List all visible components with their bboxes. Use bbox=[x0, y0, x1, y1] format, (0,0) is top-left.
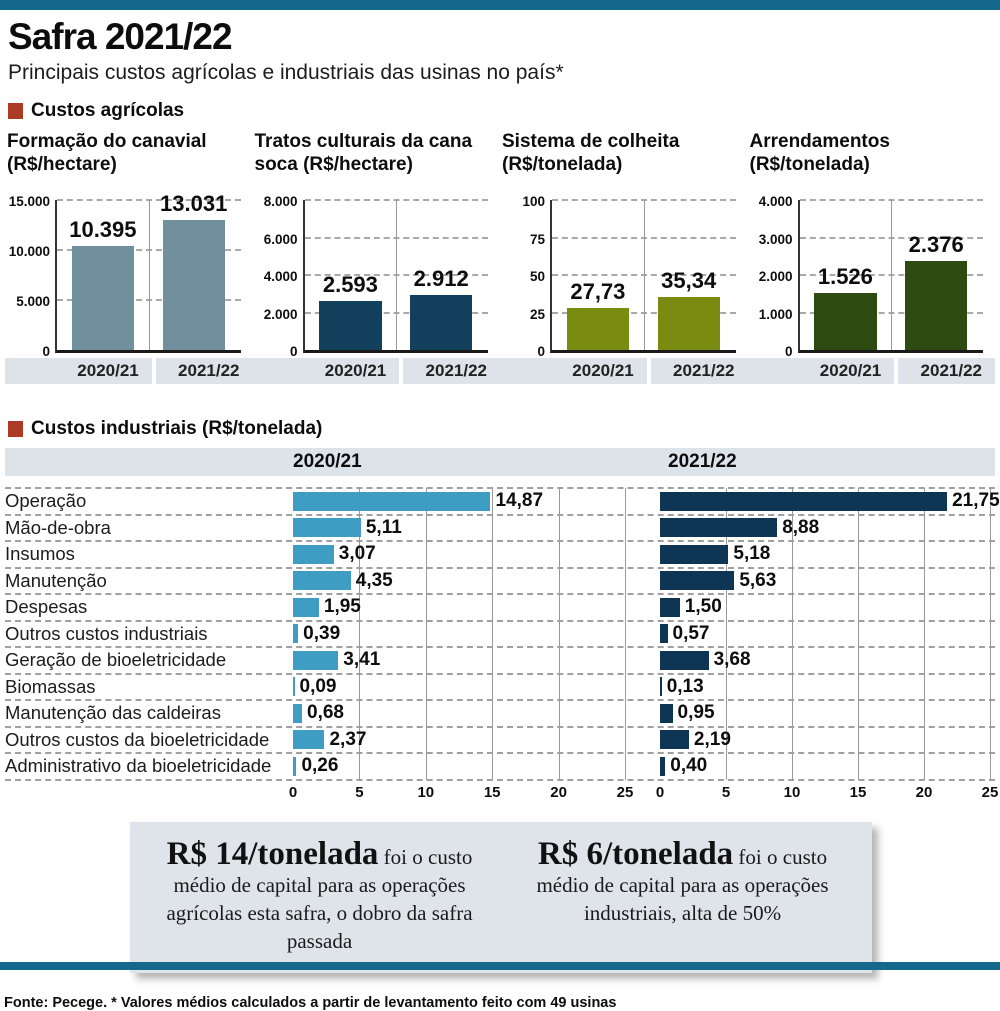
y-tick-label: 4.000 bbox=[758, 194, 793, 209]
bar-value-label: 0,95 bbox=[677, 702, 715, 724]
row-label: Outros custos da bioeletricidade bbox=[5, 728, 270, 750]
bar-value-label: 13.031 bbox=[160, 190, 228, 216]
bar-2020/21 bbox=[72, 246, 134, 350]
gridline bbox=[858, 488, 859, 780]
column-divider bbox=[891, 200, 892, 350]
industrial-x-axis bbox=[5, 780, 999, 806]
y-tick-label: 25 bbox=[529, 306, 545, 322]
column-divider bbox=[644, 200, 645, 350]
plot-area bbox=[303, 200, 489, 353]
bar-value-label: 10.395 bbox=[69, 217, 137, 243]
x-tick-label: 5 bbox=[721, 783, 731, 801]
bar-2020/21 bbox=[567, 308, 629, 350]
x-category-bands bbox=[5, 358, 253, 384]
row-label: Despesas bbox=[5, 596, 88, 618]
agri-chart-1 bbox=[253, 128, 501, 384]
row-label: Administrativo da bioeletricidade bbox=[5, 755, 272, 777]
bar-2021/22 bbox=[658, 297, 720, 350]
y-axis bbox=[500, 194, 550, 359]
callout-box bbox=[130, 822, 872, 973]
callout-text: foi o custo médio de capital para as operações agrícolas esta safra, o dobro da safra passada bbox=[166, 844, 473, 953]
callout-agricultural bbox=[138, 836, 501, 959]
row-label: Manutenção bbox=[5, 569, 107, 591]
agri-chart-0 bbox=[5, 128, 253, 384]
x-category-bands bbox=[500, 358, 748, 384]
gridline bbox=[924, 488, 925, 780]
section-header-industrial bbox=[0, 418, 1000, 440]
bar-value-label: 5,63 bbox=[739, 569, 777, 591]
gridline bbox=[990, 488, 991, 780]
bar-Outros custos industriais bbox=[660, 624, 668, 643]
chart-body bbox=[748, 194, 996, 359]
category-band: 2020/21 bbox=[500, 358, 647, 384]
source-footnote: Fonte: Pecege. * Valores médios calculados a partir de levantamento feito com 49 usinas bbox=[4, 994, 617, 1011]
bar-Operação bbox=[660, 492, 947, 511]
y-tick-label: 8.000 bbox=[263, 194, 298, 209]
row-label: Insumos bbox=[5, 543, 75, 565]
x-tick-label: 20 bbox=[915, 783, 933, 801]
category-band: 2021/22 bbox=[651, 358, 748, 384]
plot-area bbox=[550, 200, 736, 353]
gridline bbox=[426, 488, 427, 780]
y-tick-label: 6.000 bbox=[263, 231, 298, 247]
bar-value-label: 4,35 bbox=[355, 569, 393, 591]
y-tick-label: 2.000 bbox=[758, 269, 793, 284]
industrial-bar-chart bbox=[5, 488, 1000, 780]
category-band: 2020/21 bbox=[253, 358, 400, 384]
bar-value-label: 8,88 bbox=[782, 516, 820, 538]
gridline bbox=[625, 488, 626, 780]
bar-value-label: 2,37 bbox=[329, 728, 367, 750]
bar-Outros custos da bioeletricidade bbox=[660, 730, 689, 749]
gridline bbox=[559, 488, 560, 780]
category-band: 2020/21 bbox=[5, 358, 152, 384]
column-header-2021-22: 2021/22 bbox=[668, 451, 737, 472]
bar-value-label: 14,87 bbox=[495, 490, 544, 512]
x-tick-label: 25 bbox=[616, 783, 634, 801]
bar-value-label: 0,09 bbox=[299, 675, 337, 697]
row-label: Manutenção das caldeiras bbox=[5, 702, 221, 724]
bar-Mão-de-obra bbox=[293, 518, 361, 537]
y-axis bbox=[748, 194, 798, 359]
page-title: Safra 2021/22 bbox=[8, 16, 232, 57]
bar-2020/21 bbox=[814, 293, 876, 350]
x-tick-label: 10 bbox=[417, 783, 435, 801]
bar-Geração de bioeletricidade bbox=[293, 651, 338, 670]
bar-Despesas bbox=[660, 598, 680, 617]
chart-title: Formação do canavial (R$/hectare) bbox=[7, 131, 207, 175]
plot-area-2021/22 bbox=[660, 488, 1000, 780]
bar-Manutenção das caldeiras bbox=[660, 704, 673, 723]
x-tick-label: 0 bbox=[655, 783, 665, 801]
chart-title: Arrendamentos (R$/tonelada) bbox=[749, 131, 890, 175]
bar-Operação bbox=[293, 492, 490, 511]
y-axis bbox=[253, 194, 303, 359]
y-tick-label: 75 bbox=[529, 231, 545, 247]
section-header-agricultural bbox=[0, 100, 1000, 122]
callout-highlight: R$ 6/tonelada bbox=[537, 835, 734, 872]
bar-value-label: 2,19 bbox=[693, 728, 731, 750]
page-header bbox=[0, 10, 1000, 86]
agri-charts bbox=[0, 128, 1000, 384]
bar-Manutenção bbox=[660, 571, 734, 590]
bar-Manutenção das caldeiras bbox=[293, 704, 302, 723]
section-bullet-icon bbox=[8, 421, 23, 437]
bar-Geração de bioeletricidade bbox=[660, 651, 709, 670]
y-tick-label: 50 bbox=[529, 269, 545, 284]
bar-2021/22 bbox=[905, 261, 967, 350]
section-label: Custos agrícolas bbox=[31, 100, 185, 121]
bar-2021/22 bbox=[163, 220, 225, 350]
bar-value-label: 21,75 bbox=[952, 490, 1000, 512]
bar-value-label: 0,39 bbox=[303, 622, 341, 644]
y-tick-label: 0 bbox=[784, 344, 793, 359]
bar-value-label: 0,26 bbox=[301, 755, 339, 777]
bar-value-label: 2.912 bbox=[413, 266, 469, 292]
chart-body bbox=[253, 194, 501, 359]
bar-value-label: 0,40 bbox=[670, 755, 708, 777]
bar-value-label: 1,50 bbox=[684, 596, 722, 618]
bar-value-label: 0,13 bbox=[666, 675, 704, 697]
x-tick-label: 20 bbox=[550, 783, 567, 801]
y-tick-label: 5.000 bbox=[16, 294, 50, 309]
bar-value-label: 2.593 bbox=[322, 272, 378, 298]
y-axis bbox=[5, 194, 55, 359]
bar-Biomassas bbox=[293, 677, 295, 696]
section-label: Custos industriais (R$/tonelada) bbox=[31, 418, 323, 439]
bar-Administrativo da bioeletricidade bbox=[660, 757, 665, 776]
bar-Despesas bbox=[293, 598, 319, 617]
y-tick-label: 1.000 bbox=[758, 306, 793, 322]
bar-value-label: 3,07 bbox=[338, 543, 376, 565]
column-divider bbox=[149, 200, 150, 350]
column-header-2020-21: 2020/21 bbox=[293, 451, 362, 472]
chart-body bbox=[5, 190, 253, 359]
category-band: 2021/22 bbox=[156, 358, 253, 384]
y-tick-label: 0 bbox=[289, 344, 298, 359]
bar-value-label: 3,68 bbox=[713, 649, 751, 671]
gridline bbox=[492, 488, 493, 780]
x-tick-label: 5 bbox=[355, 783, 364, 801]
y-tick-label: 100 bbox=[522, 194, 545, 209]
agri-chart-2 bbox=[500, 128, 748, 384]
bar-2020/21 bbox=[319, 301, 381, 350]
bottom-accent-bar bbox=[0, 962, 1000, 970]
x-category-bands bbox=[253, 358, 501, 384]
row-label: Mão-de-obra bbox=[5, 516, 111, 538]
bar-Mão-de-obra bbox=[660, 518, 777, 537]
bar-Biomassas bbox=[660, 677, 662, 696]
bar-value-label: 1.526 bbox=[817, 263, 873, 289]
bar-Insumos bbox=[660, 545, 728, 564]
plot-area bbox=[798, 200, 984, 353]
y-tick-label: 2.000 bbox=[263, 306, 298, 322]
chart-body bbox=[500, 194, 748, 359]
row-label: Outros custos industriais bbox=[5, 622, 208, 644]
bar-value-label: 0,57 bbox=[672, 622, 710, 644]
chart-title: Tratos culturais da cana soca (R$/hectare) bbox=[254, 131, 473, 175]
plot-area bbox=[55, 190, 241, 353]
bar-Outros custos da bioeletricidade bbox=[293, 730, 324, 749]
column-divider bbox=[396, 200, 397, 350]
agri-chart-3 bbox=[748, 128, 996, 384]
bar-value-label: 27,73 bbox=[570, 279, 626, 305]
category-band: 2020/21 bbox=[748, 358, 895, 384]
section-bullet-icon bbox=[8, 103, 23, 119]
y-tick-label: 15.000 bbox=[8, 194, 50, 209]
callout-text: foi o custo médio de capital para as operações industriais, alta de 50% bbox=[536, 844, 829, 925]
bar-value-label: 5,18 bbox=[733, 543, 771, 565]
bar-Outros custos industriais bbox=[293, 624, 298, 643]
row-label: Operação bbox=[5, 490, 87, 512]
bar-Insumos bbox=[293, 545, 334, 564]
bar-Manutenção bbox=[293, 571, 351, 590]
y-tick-label: 0 bbox=[42, 344, 50, 359]
bar-Administrativo da bioeletricidade bbox=[293, 757, 296, 776]
y-tick-label: 3.000 bbox=[758, 231, 793, 247]
y-tick-label: 0 bbox=[537, 344, 545, 359]
top-accent-bar bbox=[0, 0, 1000, 10]
category-band: 2021/22 bbox=[898, 358, 995, 384]
bar-value-label: 5,11 bbox=[365, 516, 402, 538]
bar-value-label: 35,34 bbox=[661, 268, 717, 293]
x-tick-label: 0 bbox=[288, 783, 298, 801]
row-label: Biomassas bbox=[5, 675, 96, 697]
category-band: 2021/22 bbox=[403, 358, 500, 384]
page-subtitle: Principais custos agrícolas e industriais das usinas no país* bbox=[8, 61, 564, 84]
bar-value-label: 1,95 bbox=[323, 596, 361, 618]
bar-value-label: 3,41 bbox=[343, 649, 381, 671]
x-tick-label: 15 bbox=[483, 783, 501, 801]
row-label: Geração de bioeletricidade bbox=[5, 649, 227, 671]
y-tick-label: 4.000 bbox=[263, 269, 298, 284]
plot-area-2020/21 bbox=[293, 488, 625, 780]
x-tick-label: 15 bbox=[849, 783, 867, 801]
x-category-bands bbox=[748, 358, 996, 384]
x-tick-label: 10 bbox=[783, 783, 801, 801]
callout-industrial bbox=[501, 836, 864, 959]
y-tick-label: 10.000 bbox=[8, 244, 50, 259]
callout-highlight: R$ 14/tonelada bbox=[166, 835, 379, 872]
bar-value-label: 0,68 bbox=[307, 702, 344, 724]
x-tick-label: 25 bbox=[981, 783, 999, 801]
bar-value-label: 2.376 bbox=[908, 231, 964, 257]
chart-title: Sistema de colheita (R$/tonelada) bbox=[502, 131, 680, 175]
bar-2021/22 bbox=[410, 295, 472, 350]
industrial-column-header-band bbox=[5, 448, 995, 476]
